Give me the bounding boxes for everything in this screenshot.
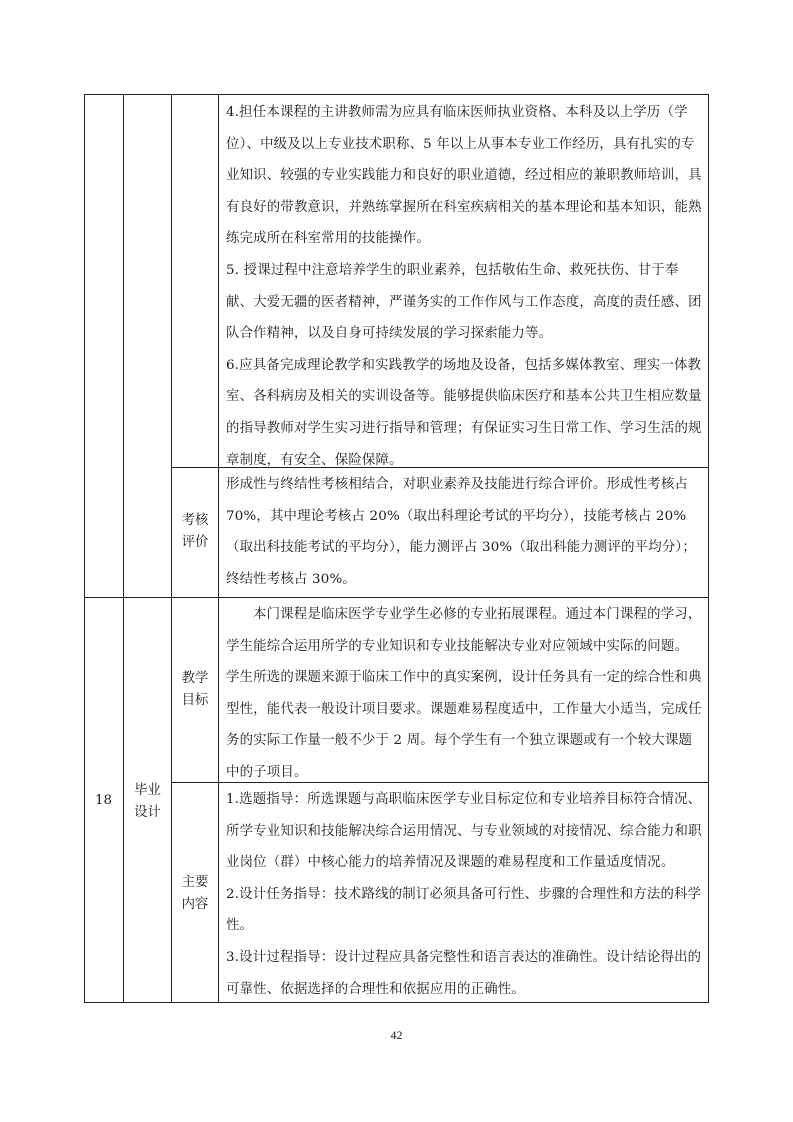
content-cell <box>226 784 702 1005</box>
assessment-text: 形成性与终结性考核相结合，对职业素养及技能进行综合评价。形成性考核占70%，其中理论考核占 20%（取出科理论考试的平均分），技能考核占 20%（取出科技能考试的平均分），能力测评占 30%（取出科能力测评的平均分）；终结性考核占 30%。 <box>226 477 696 587</box>
requirement-paragraph-4: 4.担任本课程的主讲教师需为应具有临床医师执业资格、本科及以上学历（学位）、中级及以上专业技术职称、5 年以上从事本专业工作经历，具有扎实的专业知识、较强的专业实践能力和良好的职业道德，经过相应的兼职教师培训，具有良好的带教意识，并熟练掌握所在科室疾病相关的基本理论和基本知识，能熟练完成所在科室常用的技能操作。 <box>226 105 702 247</box>
course-name <box>124 780 171 824</box>
column-divider-3 <box>218 94 219 1003</box>
requirement-paragraph-5: 5. 授课过程中注意培养学生的职业素养，包括敬佑生命、救死扶伤、甘于奉献、大爱无疆的医者精神，严谨务实的工作作风与工作态度，高度的责任感、团队合作精神，以及自身可持续发展的学习探索能力等。 <box>226 262 702 342</box>
assessment-label <box>172 510 218 554</box>
requirements-cell <box>226 97 702 476</box>
objectives-label <box>172 668 218 712</box>
content-paragraph-1: 1.选题指导：所选课题与高职临床医学专业目标定位和专业培养目标符合情况、所学专业知识和技能解决综合运用情况、与专业领域的对接情况、综合能力和职业岗位（群）中核心能力的培养情况及课题的难易程度和工作量适度情况。 <box>226 792 702 871</box>
assessment-cell <box>226 469 702 595</box>
objectives-paragraph-2: 学生所选的课题来源于临床工作中的真实案例，设计任务具有一定的综合性和典型性，能代表一般设计项目要求。课题难易程度适中，工作量大小适当，完成任务的实际工作量一般不少于 2 周。每个学生有一个独立课题或有一个较大课题中的子项目。 <box>226 670 702 780</box>
objectives-label-line1: 教学 <box>181 671 209 686</box>
objectives-paragraph-1: 本门课程是临床医学专业学生必修的专业拓展课程。通过本门课程的学习，学生能综合运用所学的专业知识和专业技能解决专业对应领域中实际的问题。 <box>226 607 702 654</box>
row-number: 18 <box>94 793 113 808</box>
objectives-label-line2: 目标 <box>181 693 209 708</box>
row-divider-row18 <box>84 597 709 598</box>
assessment-label-line1: 考核 <box>181 513 209 528</box>
course-name-line1: 毕业 <box>134 783 161 798</box>
content-paragraph-2: 2.设计任务指导：技术路线的制订必须具备可行性、步骤的合理性和方法的科学性。 <box>226 886 702 934</box>
content-paragraph-3: 3.设计过程指导：设计过程应具备完整性和语言表达的准确性。设计结论得出的可靠性、依据选择的合理性和依据应用的正确性。 <box>226 949 702 997</box>
course-name-line2: 设计 <box>134 805 161 820</box>
table-border-right <box>708 94 709 1003</box>
content-label-line1: 主要 <box>181 875 209 890</box>
table-border-top <box>84 94 709 95</box>
content-label-line2: 内容 <box>181 897 209 912</box>
assessment-label-line2: 评价 <box>181 535 209 550</box>
objectives-cell <box>226 599 702 789</box>
table-border-left <box>84 94 85 1003</box>
page-number: 42 <box>390 1028 403 1042</box>
column-divider-1 <box>123 94 124 1003</box>
content-label <box>172 872 218 916</box>
requirement-paragraph-6: 6.应具备完成理论教学和实践教学的场地及设备，包括多媒体教室、理实一体教室、各科病房及相关的实训设备等。能够提供临床医疗和基本公共卫生相应数量的指导教师对学生实习进行指导和管理；有保证实习生日常工作、学习生活的规章制度，有安全、保险保障。 <box>226 357 702 468</box>
